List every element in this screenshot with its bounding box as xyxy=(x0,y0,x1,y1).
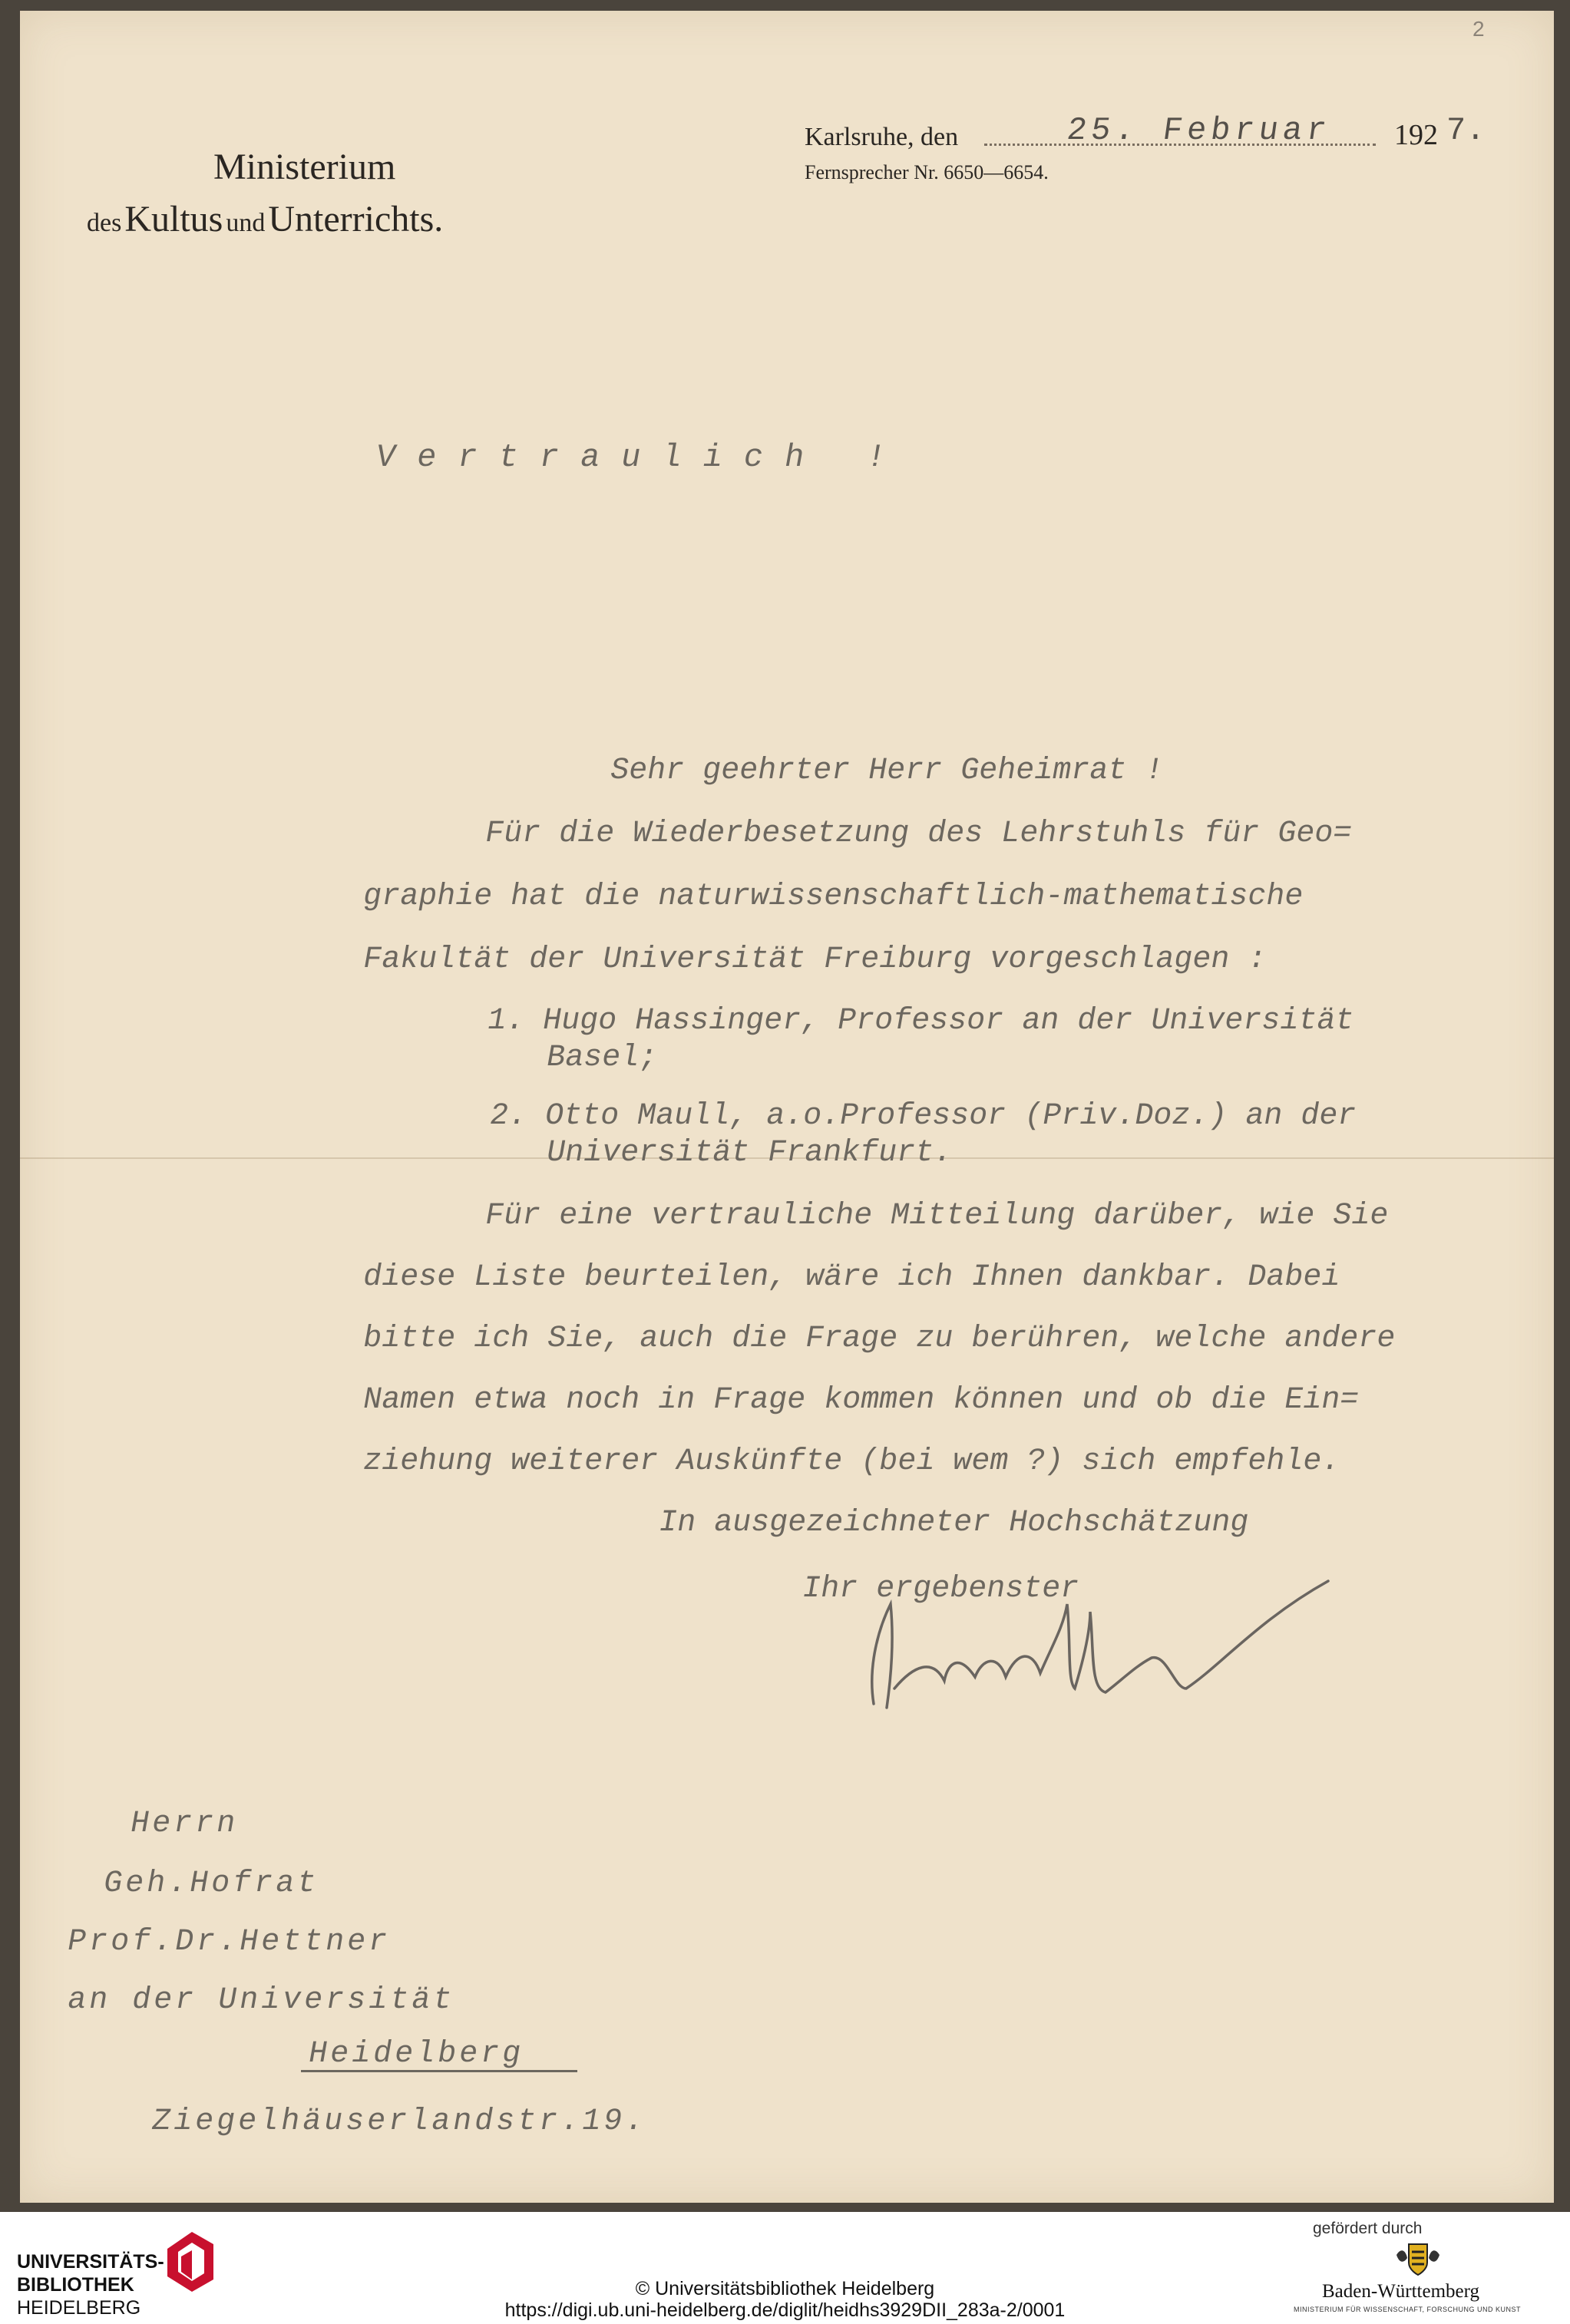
ministry-subtitle xyxy=(87,198,443,240)
paragraph2-line2: diese Liste beurteilen, wäre ich Ihnen dankbar. Dabei xyxy=(360,1260,1344,1295)
coat-of-arms-icon xyxy=(1393,2240,1443,2276)
paragraph2-line1: Für eine vertrauliche Mitteilung darüber, wie Sie xyxy=(482,1199,1392,1233)
address-institution: an der Universität xyxy=(64,1983,458,2018)
paragraph1-line3: Fakultät der Universität Freiburg vorgeschlagen : xyxy=(360,942,1270,977)
paragraph1-line1: Für die Wiederbesetzung des Lehrstuhls für Geo= xyxy=(482,817,1355,851)
funded-by-label: gefördert durch xyxy=(1313,2220,1423,2237)
ministry-und: und xyxy=(226,209,266,237)
paragraph2-line5: ziehung weiterer Auskünfte (bei wem ?) sich empfehle. xyxy=(360,1444,1344,1479)
ministry-des: des xyxy=(87,209,122,237)
address-title: Geh.Hofrat xyxy=(101,1867,322,1901)
phone-number: Fernsprecher Nr. 6650—6654. xyxy=(805,161,1049,183)
candidate-1-line1: 1. Hugo Hassinger, Professor an der Universität xyxy=(484,1004,1357,1038)
letter-date: 25. Februar xyxy=(1064,112,1334,149)
paragraph1-line2: graphie hat die naturwissenschaftlich-mathematische xyxy=(360,880,1307,914)
paragraph2-line4: Namen etwa noch in Frage kommen können und ob die Ein= xyxy=(360,1383,1362,1418)
paragraph2-line3: bitte ich Sie, auch die Frage zu berühren, welche andere xyxy=(360,1322,1399,1356)
ministry-unterrichts: Unterrichts. xyxy=(268,199,444,239)
salutation: Sehr geehrter Herr Geheimrat ! xyxy=(607,754,1167,788)
address-herrn: Herrn xyxy=(127,1807,241,1841)
year-suffix: 7. xyxy=(1446,112,1486,149)
page-number-mark: 2 xyxy=(1472,17,1485,41)
address-street: Ziegelhäuserlandstr.19. xyxy=(149,2104,650,2139)
confidential-heading: Vertraulich ! xyxy=(372,439,911,476)
library-line3: HEIDELBERG xyxy=(17,2297,141,2319)
funder-subtitle: MINISTERIUM FÜR WISSENSCHAFT, FORSCHUNG UND KUNST xyxy=(1294,2306,1522,2313)
closing-regards: In ausgezeichneter Hochschätzung xyxy=(656,1506,1252,1540)
place-label: Karlsruhe, den xyxy=(805,123,959,151)
year-prefix: 192 xyxy=(1394,119,1438,151)
ministry-kultus: Kultus xyxy=(124,199,223,239)
candidate-2-line1: 2. Otto Maull, a.o.Professor (Priv.Doz.) an der xyxy=(487,1099,1360,1134)
copyright-notice: © Universitätsbibliothek Heidelberg xyxy=(635,2278,935,2299)
city-underline xyxy=(301,2070,577,2072)
funder-name: Baden-Württemberg xyxy=(1322,2281,1480,2302)
handwritten-signature xyxy=(860,1573,1336,1727)
candidate-1-line2: Basel; xyxy=(544,1041,660,1075)
source-url[interactable]: https://digi.ub.uni-heidelberg.de/diglit/heidhs3929DII_283a-2/0001 xyxy=(504,2299,1066,2321)
address-name: Prof.Dr.Hettner xyxy=(64,1925,394,1959)
library-line1: UNIVERSITÄTS- xyxy=(17,2251,164,2273)
address-city: Heidelberg xyxy=(306,2037,527,2071)
ministry-title: Ministerium xyxy=(213,147,396,187)
closing-signoff: Ihr ergebenster xyxy=(799,1572,1082,1606)
candidate-2-line2: Universität Frankfurt. xyxy=(544,1136,956,1170)
library-line2: BIBLIOTHEK xyxy=(17,2274,134,2296)
